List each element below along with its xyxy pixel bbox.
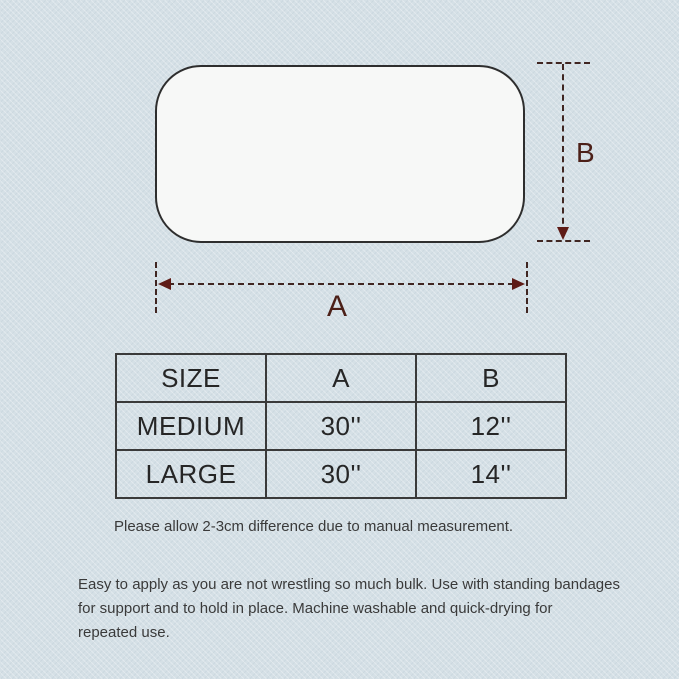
size-table-header-a: A <box>266 354 416 402</box>
dim-a-left-cap <box>155 262 157 313</box>
cell-medium-a: 30'' <box>266 402 416 450</box>
description-line: repeated use. <box>78 624 170 641</box>
cell-medium-size: MEDIUM <box>116 402 266 450</box>
dim-a-right-cap <box>526 262 528 313</box>
dim-b-label: B <box>576 137 595 168</box>
table-row-large <box>116 450 566 498</box>
product-shape <box>155 65 525 243</box>
cell-large-size: LARGE <box>116 450 266 498</box>
size-table-header-row <box>116 354 566 402</box>
dim-a-arrow-right-icon <box>512 278 525 290</box>
table-row-medium <box>116 402 566 450</box>
dim-a-label: A <box>327 290 348 323</box>
dim-b-line <box>562 64 564 234</box>
cell-large-b: 14'' <box>416 450 566 498</box>
description-line: for support and to hold in place. Machine washable and quick-drying for <box>78 600 553 617</box>
size-table <box>115 353 567 499</box>
cell-large-a: 30'' <box>266 450 416 498</box>
product-description <box>78 573 620 645</box>
dim-a-arrow-left-icon <box>158 278 171 290</box>
dim-b-arrow-down-icon <box>557 227 569 240</box>
dim-b-bottom-cap <box>537 240 590 242</box>
measurement-note: Please allow 2-3cm difference due to manual measurement. <box>114 518 514 535</box>
size-table-header-b: B <box>416 354 566 402</box>
dim-a-line <box>168 283 514 285</box>
description-line: Easy to apply as you are not wrestling so much bulk. Use with standing bandages <box>78 576 620 593</box>
size-table-header-size: SIZE <box>116 354 266 402</box>
cell-medium-b: 12'' <box>416 402 566 450</box>
